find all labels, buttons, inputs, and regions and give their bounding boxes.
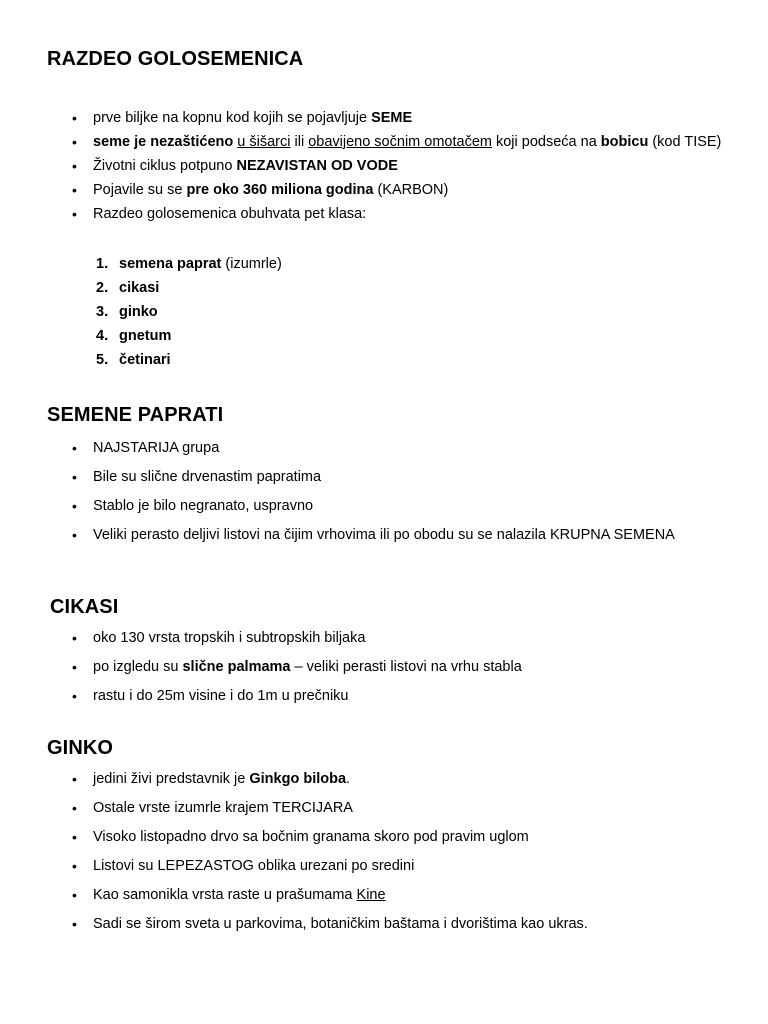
text-run: Razdeo golosemenica obuhvata pet klasa: [93, 206, 367, 222]
text-run: jedini živi predstavnik je [93, 771, 250, 787]
bullet-icon: • [72, 771, 77, 787]
class-item-text [119, 304, 158, 320]
list-item [0, 914, 768, 934]
text-run: rastu i do 25m visine i do 1m u prečniku [93, 688, 349, 704]
bullet-icon: • [72, 110, 77, 126]
list-item [0, 525, 768, 545]
text-run: . [346, 771, 351, 787]
semene-paprati-bullet-list [0, 438, 768, 554]
text-run: pre oko 360 miliona godina [186, 182, 374, 198]
class-item [0, 324, 768, 348]
bullet-icon: • [72, 158, 77, 174]
bullet-icon: • [72, 858, 77, 874]
class-item-text [119, 256, 282, 272]
bullet-icon: • [72, 630, 77, 646]
class-item-text [119, 352, 171, 368]
text-run: NEZAVISTAN OD VODE [236, 158, 398, 174]
text-run: cikasi [119, 280, 160, 296]
bullet-icon: • [72, 206, 77, 222]
item-number: 1. [96, 256, 109, 272]
text-run: – veliki perasti listovi na vrhu stabla [290, 659, 522, 675]
text-run: Kine [356, 887, 386, 903]
list-item [0, 154, 768, 178]
text-run: Ostale vrste izumrle krajem TERCIJARA [93, 800, 353, 816]
item-number: 3. [96, 304, 109, 320]
text-run: bobicu [600, 134, 649, 150]
text-run: Sadi se širom sveta u parkovima, botaničkim baštama i dvorištima kao ukras. [93, 916, 588, 932]
bullet-icon: • [72, 659, 77, 675]
list-item [0, 769, 768, 789]
list-item [0, 827, 768, 847]
text-run: semena paprat [119, 256, 222, 272]
ginko-bullet-list [0, 769, 768, 943]
class-item-text [119, 280, 159, 296]
heading-razdeo-golosemenica: RAZDEO GOLOSEMENICA [47, 48, 304, 70]
text-run: ili [290, 134, 309, 150]
class-item [0, 276, 768, 300]
bullet-icon: • [72, 469, 77, 485]
bullet-icon: • [72, 688, 77, 704]
razdeo-classes-list [0, 252, 768, 372]
text-run: Veliki perasto deljivi listovi na čijim vrhovima ili po obodu su se nalazila KRUPNA SEMENA [93, 527, 675, 543]
text-run: slične palmama [182, 659, 291, 675]
text-run: Visoko listopadno drvo sa bočnim granama skoro pod pravim uglom [93, 829, 529, 845]
bullet-icon: • [72, 887, 77, 903]
item-number: 2. [96, 280, 109, 296]
text-run: (kod TISE) [648, 134, 722, 150]
text-run: Bile su slične drvenastim papratima [93, 469, 322, 485]
class-item [0, 252, 768, 276]
text-run: ginko [119, 304, 158, 320]
list-item [0, 798, 768, 818]
text-run: (izumrle) [221, 256, 282, 272]
text-run: Životni ciklus potpuno [93, 158, 237, 174]
bullet-icon: • [72, 800, 77, 816]
text-run: NAJSTARIJA grupa [93, 440, 220, 456]
list-item [0, 856, 768, 876]
cikasi-bullet-list [0, 628, 768, 715]
text-run: Stablo je bilo negranato, uspravno [93, 498, 314, 514]
item-number: 4. [96, 328, 109, 344]
list-item [0, 202, 768, 226]
list-item [0, 885, 768, 905]
text-run: obavijeno sočnim omotačem [308, 134, 492, 150]
class-item [0, 348, 768, 372]
list-item [0, 496, 768, 516]
list-item [0, 106, 768, 130]
list-item [0, 657, 768, 677]
heading-semene-paprati: SEMENE PAPRATI [47, 404, 224, 426]
list-item [0, 130, 768, 154]
text-run: (KARBON) [373, 182, 449, 198]
text-run: po izgledu su [93, 659, 183, 675]
bullet-icon: • [72, 829, 77, 845]
bullet-icon: • [72, 134, 77, 150]
bullet-icon: • [72, 182, 77, 198]
bullet-icon: • [72, 498, 77, 514]
text-run: Ginkgo biloba [249, 771, 347, 787]
item-number: 5. [96, 352, 109, 368]
heading-ginko: GINKO [47, 737, 114, 759]
text-run: prve biljke na kopnu kod kojih se pojavljuje [93, 110, 372, 126]
text-run: Listovi su LEPEZASTOG oblika urezani po sredini [93, 858, 415, 874]
list-item [0, 686, 768, 706]
list-item [0, 628, 768, 648]
text-run: koji podseća na [491, 134, 601, 150]
text-run: četinari [119, 352, 171, 368]
bullet-icon: • [72, 527, 77, 543]
bullet-icon: • [72, 916, 77, 932]
bullet-icon: • [72, 440, 77, 456]
text-run: SEME [371, 110, 413, 126]
list-item [0, 178, 768, 202]
text-run: Pojavile su se [93, 182, 187, 198]
text-run: u šišarci [237, 134, 291, 150]
list-item [0, 438, 768, 458]
list-item [0, 467, 768, 487]
text-run: Kao samonikla vrsta raste u prašumama [93, 887, 357, 903]
class-item-text [119, 328, 171, 344]
text-run: seme je nezaštićeno [93, 134, 234, 150]
text-run: oko 130 vrsta tropskih i subtropskih biljaka [93, 630, 366, 646]
text-run: gnetum [119, 328, 172, 344]
heading-cikasi: CIKASI [50, 596, 119, 618]
class-item [0, 300, 768, 324]
razdeo-bullet-list [0, 106, 768, 226]
